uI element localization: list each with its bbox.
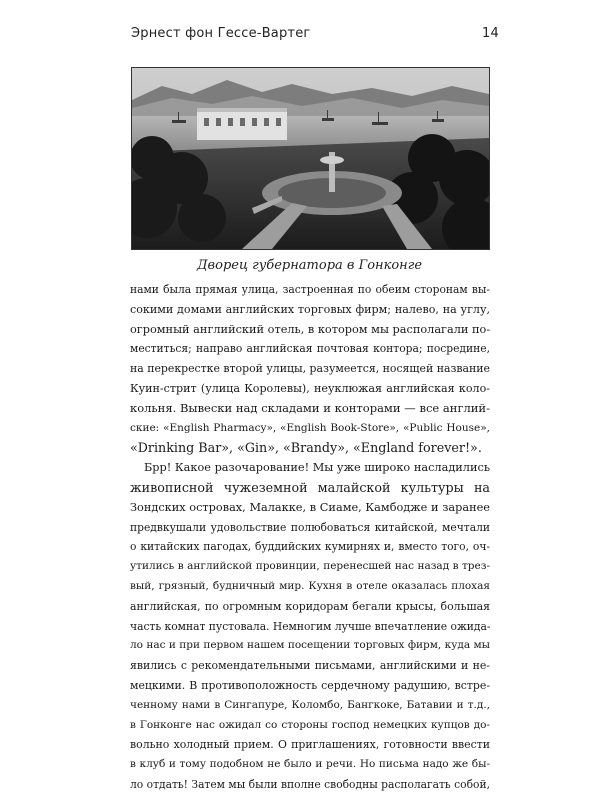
text-line: вый, грязный, будничный мир. Кухня в отеле оказалась плохая (130, 579, 490, 592)
text-line: кольня. Вывески над складами и конторами — все англий- (130, 400, 490, 415)
text-line: «Drinking Bar», «Gin», «Brandy», «England forever!». (130, 440, 482, 456)
text-line: живописной чужеземной малайской культуры на (130, 479, 490, 495)
text-line: вольно холодный прием. О приглашениях, готовности ввести (130, 738, 490, 752)
running-title: Эрнест фон Гессе-Вартег (131, 26, 311, 41)
text-line: английская, по огромным коридорам бегали крысы, большая (130, 599, 490, 613)
text-line: предвкушали удовольствие полюбоваться китайской, мечтали (130, 520, 490, 534)
text-line: на перекрестке второй улицы, разумеется, носящей название (130, 362, 490, 376)
text-line: в Гонконге нас ожидал со стороны господ немецких купцов до- (130, 718, 490, 731)
text-line: часть комнат пустовала. Немногим лучше впечатление ожида- (130, 619, 490, 633)
text-line: Брр! Какое разочарование! Мы уже широко насладились (144, 461, 490, 475)
text-line: о китайских пагодах, буддийских кумирнях и, вместо того, оч- (130, 540, 490, 554)
figure-caption: Дворец губернатора в Гонконге (196, 258, 423, 273)
text-line: явились с рекомендательными письмами, английскими и не- (130, 659, 490, 673)
paragraph (130, 458, 490, 795)
text-line: меститься; направо английская почтовая контора; посредине, (130, 342, 490, 356)
text-line: сокими домами английских торговых фирм; налево, на углу, (130, 302, 490, 316)
text-line: ло нас и при первом нашем посещении торговых фирм, куда мы (130, 639, 490, 652)
text-line: Куин-стрит (улица Королевы), неуклюжая английская коло- (130, 381, 490, 395)
text-line: утились в английской провинции, перенесшей нас назад в трез- (130, 560, 490, 573)
text-line: Зондских островах, Малакке, в Сиаме, Камбодже и заранее (130, 500, 490, 514)
paragraph (130, 280, 490, 458)
text-line: огромный английский отель, в котором мы располагали по- (130, 322, 490, 336)
text-line: мецкими. В противоположность сердечному радушию, встре- (130, 678, 490, 692)
text-line: ские: «English Pharmacy», «English Book-Store», «Public House», (130, 421, 490, 434)
text-line: нами была прямая улица, застроенная по обеим сторонам вы- (130, 283, 490, 296)
running-header (131, 26, 499, 41)
page-number: 14 (482, 26, 499, 41)
text-line: ло отдать! Затем мы были вполне свободны располагать собой, (130, 777, 490, 791)
text-line: в клуб и тому подобном не было и речи. Но письма надо же бы- (130, 758, 490, 771)
harbor-photo (131, 67, 490, 250)
body-text (130, 280, 490, 795)
text-line: ченному нами в Сингапуре, Коломбо, Бангкоке, Батавии и т.д., (130, 698, 490, 711)
